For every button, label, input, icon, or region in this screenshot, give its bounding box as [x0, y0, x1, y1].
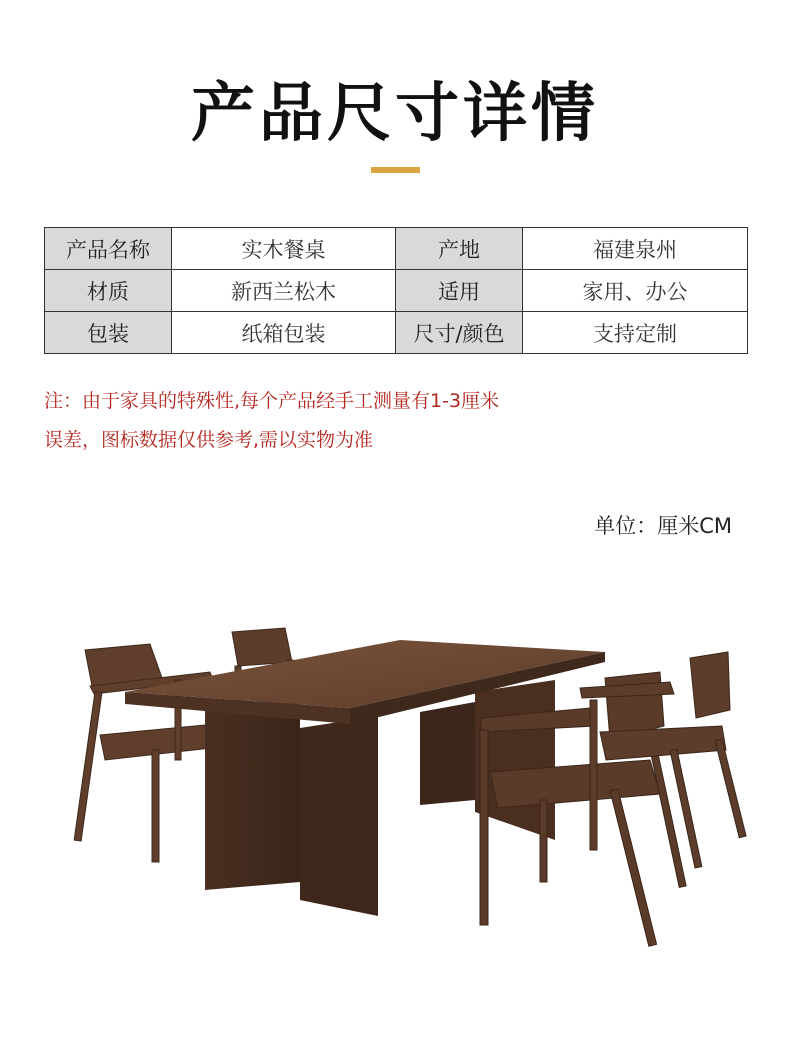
note-line-1: 注：由于家具的特殊性,每个产品经手工测量有1-3厘米: [44, 390, 500, 412]
chair-back-right: [580, 652, 746, 868]
spec-value-origin: 福建泉州: [523, 228, 748, 270]
title-accent-bar: [371, 167, 420, 173]
chair-left: [74, 644, 213, 862]
spec-key-name: 产品名称: [45, 228, 172, 270]
table-row: [45, 312, 748, 354]
spec-key-material: 材质: [45, 270, 172, 312]
unit-label: 单位：厘米CM: [594, 514, 732, 538]
spec-key-size-color: 尺寸/颜色: [396, 312, 523, 354]
table-row: [45, 270, 748, 312]
spec-key-origin: 产地: [396, 228, 523, 270]
product-photo: [50, 600, 750, 970]
note-line-2: 误差，图标数据仅供参考,需以实物为准: [44, 429, 374, 451]
spec-value-size-color: 支持定制: [523, 312, 748, 354]
measurement-note: [44, 382, 499, 460]
spec-value-usage: 家用、办公: [523, 270, 748, 312]
table-row: [45, 228, 748, 270]
spec-value-packaging: 纸箱包装: [172, 312, 396, 354]
spec-value-name: 实木餐桌: [172, 228, 396, 270]
page-title: 产品尺寸详情: [191, 76, 599, 151]
spec-key-usage: 适用: [396, 270, 523, 312]
spec-key-packaging: 包装: [45, 312, 172, 354]
spec-table: [44, 227, 748, 354]
spec-value-material: 新西兰松木: [172, 270, 396, 312]
